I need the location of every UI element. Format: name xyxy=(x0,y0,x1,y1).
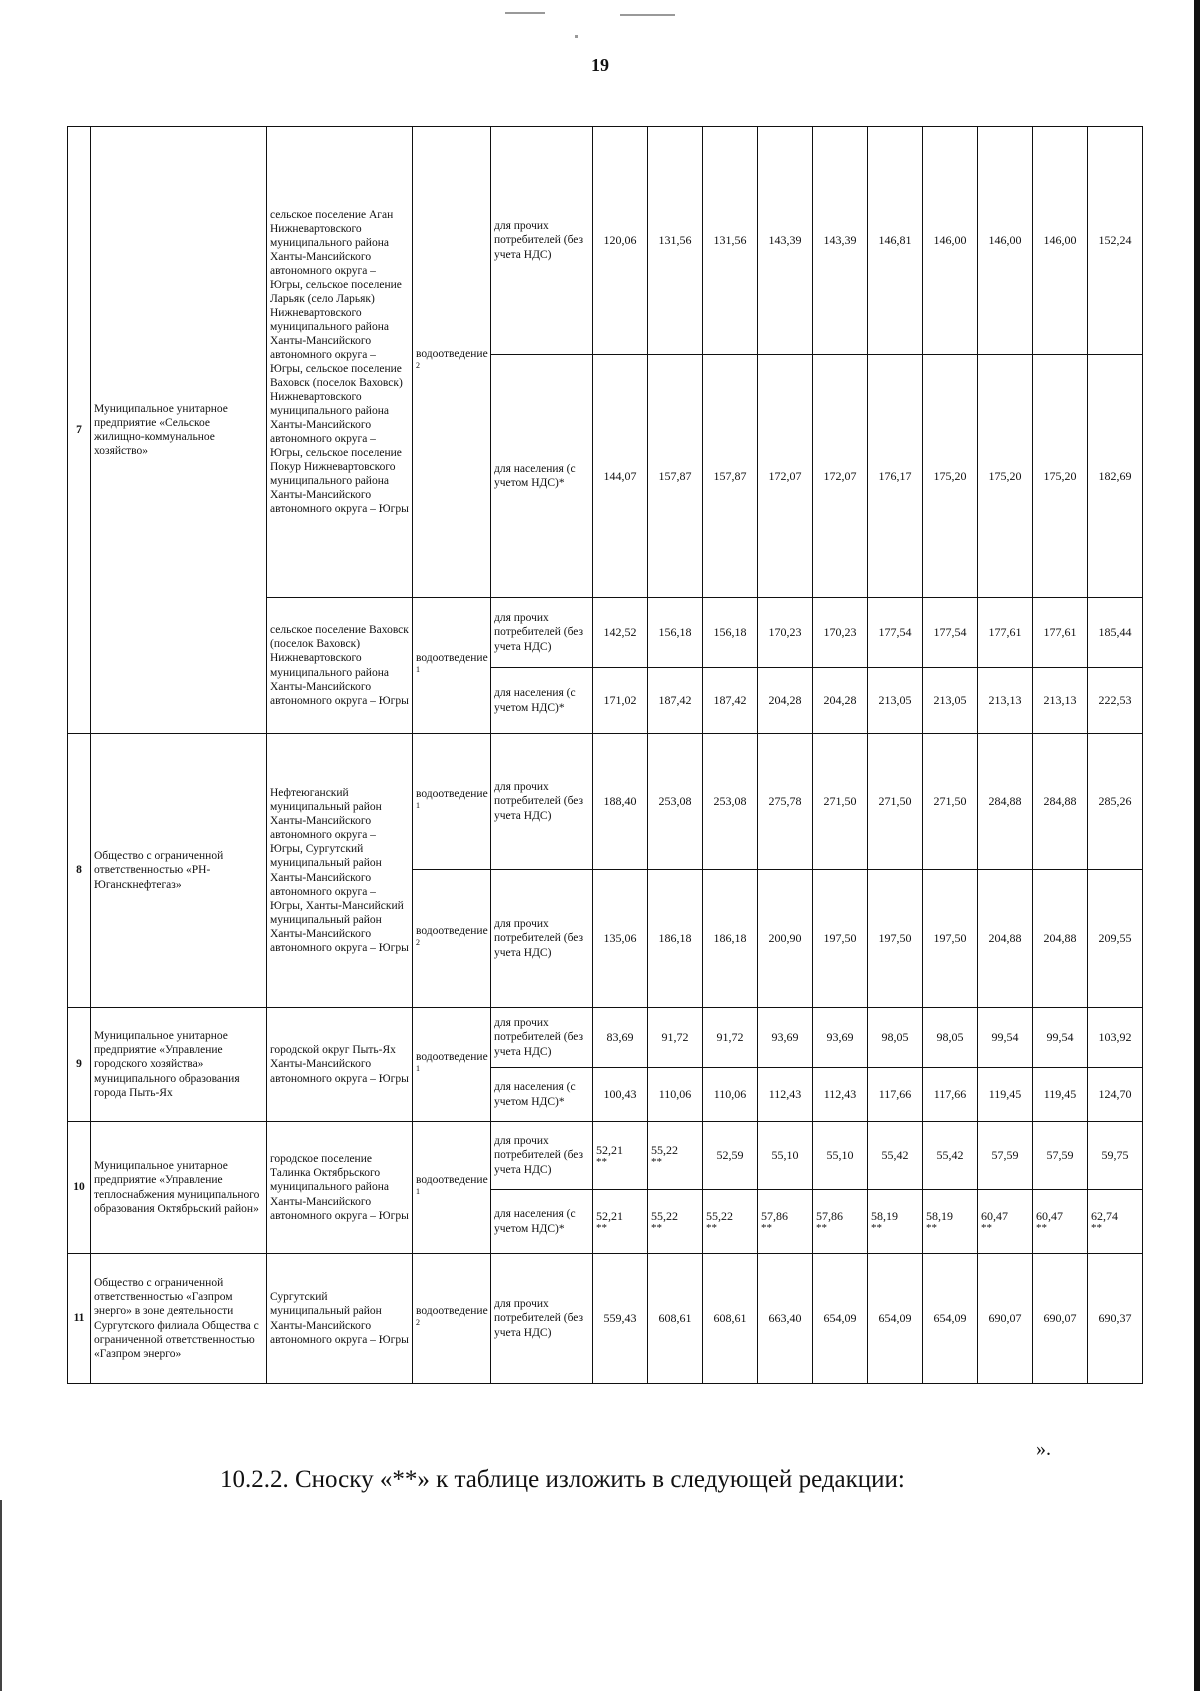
value-text: 170,23 xyxy=(768,625,802,640)
tariff-value xyxy=(813,668,868,734)
value-text: 52,21 xyxy=(596,1209,623,1224)
table-row xyxy=(68,1008,1143,1068)
tariff-value xyxy=(923,870,978,1008)
value-text: 271,50 xyxy=(933,794,967,809)
value-text: 55,42 xyxy=(936,1148,964,1163)
scan-artifact xyxy=(505,12,545,14)
footnote-star: ** xyxy=(651,1155,662,1168)
tariff-value xyxy=(978,1254,1033,1384)
footnote-star: ** xyxy=(926,1221,937,1234)
value-text: 175,20 xyxy=(933,468,967,483)
value-text: 275,78 xyxy=(768,794,802,809)
footnote-marker: 2 xyxy=(416,1317,420,1327)
value-text: 135,06 xyxy=(603,931,637,946)
service-cell xyxy=(413,598,491,734)
value-text: 284,88 xyxy=(1043,794,1077,809)
value-text: 654,09 xyxy=(878,1311,912,1326)
footnote-star: ** xyxy=(1091,1221,1102,1234)
tariff-value xyxy=(1033,355,1088,598)
value-text: 156,18 xyxy=(658,625,692,640)
value-text: 156,18 xyxy=(713,625,747,640)
value-text: 110,06 xyxy=(713,1087,747,1102)
tariff-value xyxy=(593,1190,648,1254)
tariff-value xyxy=(593,598,648,668)
tariff-value xyxy=(648,127,703,355)
tariff-value xyxy=(868,1190,923,1254)
tariff-value xyxy=(758,1254,813,1384)
tariff-value xyxy=(758,1068,813,1122)
value-text: 110,06 xyxy=(658,1087,692,1102)
service-text: водоотведение xyxy=(416,1050,488,1063)
value-text: 204,88 xyxy=(1043,931,1077,946)
value-text: 131,56 xyxy=(658,233,692,248)
tariff-value xyxy=(868,1008,923,1068)
tariff-value xyxy=(593,1008,648,1068)
value-text: 253,08 xyxy=(658,794,692,809)
tariff-value xyxy=(813,127,868,355)
tariff-value xyxy=(758,355,813,598)
tariff-value xyxy=(1033,598,1088,668)
footnote-star: ** xyxy=(596,1221,607,1234)
value-text: 654,09 xyxy=(823,1311,857,1326)
value-text: 99,54 xyxy=(1046,1030,1074,1045)
tariff-value xyxy=(1033,1008,1088,1068)
value-text: 55,22 xyxy=(651,1143,678,1158)
value-text: 146,00 xyxy=(988,233,1022,248)
footnote-star: ** xyxy=(871,1221,882,1234)
service-text: водоотведение xyxy=(416,348,488,361)
value-text: 197,50 xyxy=(933,931,967,946)
value-text: 186,18 xyxy=(713,931,747,946)
tariff-value xyxy=(813,734,868,870)
tariff-value xyxy=(813,355,868,598)
row-number: 10 xyxy=(68,1122,91,1254)
footnote-marker: 1 xyxy=(416,664,420,674)
value-text: 52,59 xyxy=(716,1148,744,1163)
tariff-value xyxy=(978,1008,1033,1068)
row-number: 9 xyxy=(68,1008,91,1122)
organization-name: Общество с ограниченной ответственностью «РН-Юганскнефтегаз» xyxy=(91,734,267,1008)
tariff-value xyxy=(648,1190,703,1254)
tariff-value xyxy=(978,1068,1033,1122)
footnote-star: ** xyxy=(651,1221,662,1234)
value-text: 146,00 xyxy=(1043,233,1077,248)
value-text: 58,19 xyxy=(871,1209,898,1224)
value-text: 170,23 xyxy=(823,625,857,640)
value-text: 117,66 xyxy=(878,1087,912,1102)
value-text: 200,90 xyxy=(768,931,802,946)
value-text: 185,44 xyxy=(1098,625,1132,640)
territory-cell: городской округ Пыть-Ях Ханты-Мансийского автономного округа – Югры xyxy=(267,1008,413,1122)
footnote-marker: 1 xyxy=(416,1186,420,1196)
footnote-marker: 1 xyxy=(416,1063,420,1073)
tariff-value xyxy=(868,127,923,355)
table-row xyxy=(68,1122,1143,1190)
value-text: 99,54 xyxy=(991,1030,1019,1045)
value-text: 119,45 xyxy=(988,1087,1022,1102)
value-text: 285,26 xyxy=(1098,794,1132,809)
service-text: водоотведение xyxy=(416,1304,488,1317)
consumer-type: для прочих потребителей (без учета НДС) xyxy=(491,734,593,870)
value-text: 83,69 xyxy=(606,1030,634,1045)
tariff-value xyxy=(648,734,703,870)
tariff-value xyxy=(868,1122,923,1190)
value-text: 177,61 xyxy=(1043,625,1077,640)
tariff-value xyxy=(868,355,923,598)
tariff-value xyxy=(593,1068,648,1122)
service-cell xyxy=(413,1254,491,1384)
tariff-value xyxy=(1088,127,1143,355)
value-text: 144,07 xyxy=(603,468,637,483)
tariff-value xyxy=(813,1254,868,1384)
value-text: 59,75 xyxy=(1101,1148,1129,1163)
consumer-type: для населения (с учетом НДС)* xyxy=(491,1068,593,1122)
value-text: 112,43 xyxy=(768,1087,802,1102)
value-text: 55,22 xyxy=(706,1209,733,1224)
value-text: 222,53 xyxy=(1098,693,1132,708)
value-text: 253,08 xyxy=(713,794,747,809)
value-text: 182,69 xyxy=(1098,468,1132,483)
value-text: 55,10 xyxy=(771,1148,799,1163)
value-text: 60,47 xyxy=(981,1209,1008,1224)
tariff-value xyxy=(593,734,648,870)
row-number: 7 xyxy=(68,127,91,734)
value-text: 131,56 xyxy=(713,233,747,248)
consumer-type: для прочих потребителей (без учета НДС) xyxy=(491,598,593,668)
table-row xyxy=(68,1254,1143,1384)
value-text: 143,39 xyxy=(823,233,857,248)
tariff-value xyxy=(1088,734,1143,870)
tariff-value xyxy=(1088,870,1143,1008)
territory-cell: сельское поселение Ваховск (поселок Ваховск) Нижневартовского муниципального района Ханты-Мансийского автономного округа – Югры xyxy=(267,598,413,734)
value-text: 663,40 xyxy=(768,1311,802,1326)
value-text: 186,18 xyxy=(658,931,692,946)
value-text: 57,59 xyxy=(991,1148,1019,1163)
scan-artifact xyxy=(575,35,578,38)
territory-cell: Нефтеюганский муниципальный район Ханты-Мансийского автономного округа – Югры, Сургутский муниципальный район Ханты-Мансийского автономного округа – Югры, Ханты-Мансийский муниципальный район Ханты-Мансийского автономного округа – Югры xyxy=(267,734,413,1008)
consumer-type: для прочих потребителей (без учета НДС) xyxy=(491,1254,593,1384)
value-text: 172,07 xyxy=(768,468,802,483)
value-text: 100,43 xyxy=(603,1087,637,1102)
value-text: 197,50 xyxy=(823,931,857,946)
tariff-value xyxy=(813,598,868,668)
row-number: 8 xyxy=(68,734,91,1008)
tariff-value xyxy=(648,1254,703,1384)
value-text: 55,22 xyxy=(651,1209,678,1224)
tariff-value xyxy=(978,1190,1033,1254)
value-text: 124,70 xyxy=(1098,1087,1132,1102)
service-cell xyxy=(413,1008,491,1122)
tariff-value xyxy=(648,870,703,1008)
tariff-value xyxy=(703,1008,758,1068)
organization-name: Муниципальное унитарное предприятие «Сельское жилищно-коммунальное хозяйство» xyxy=(91,127,267,734)
tariff-table xyxy=(67,126,1143,1384)
service-text: водоотведение xyxy=(416,924,488,937)
tariff-value xyxy=(1033,1068,1088,1122)
tariff-value xyxy=(648,355,703,598)
tariff-value xyxy=(813,1008,868,1068)
tariff-value xyxy=(758,870,813,1008)
tariff-value xyxy=(593,870,648,1008)
tariff-value xyxy=(703,1122,758,1190)
scan-artifact xyxy=(620,14,675,16)
value-text: 188,40 xyxy=(603,794,637,809)
value-text: 608,61 xyxy=(658,1311,692,1326)
tariff-value xyxy=(923,598,978,668)
value-text: 690,07 xyxy=(988,1311,1022,1326)
tariff-value xyxy=(978,355,1033,598)
footnote-heading: 10.2.2. Сноску «**» к таблице изложить в следующей редакции: xyxy=(220,1466,905,1493)
footnote-star: ** xyxy=(761,1221,772,1234)
footnote-star: ** xyxy=(816,1221,827,1234)
consumer-type: для населения (с учетом НДС)* xyxy=(491,1190,593,1254)
value-text: 117,66 xyxy=(933,1087,967,1102)
tariff-value xyxy=(1033,734,1088,870)
value-text: 57,86 xyxy=(816,1209,843,1224)
tariff-value xyxy=(703,1068,758,1122)
tariff-value xyxy=(758,598,813,668)
footnote-star: ** xyxy=(981,1221,992,1234)
value-text: 204,88 xyxy=(988,931,1022,946)
footnote-marker: 1 xyxy=(416,800,420,810)
organization-name: Муниципальное унитарное предприятие «Управление теплоснабжения муниципального образования Октябрьский район» xyxy=(91,1122,267,1254)
tariff-value xyxy=(923,668,978,734)
footnote-star: ** xyxy=(596,1155,607,1168)
value-text: 177,54 xyxy=(933,625,967,640)
consumer-type: для прочих потребителей (без учета НДС) xyxy=(491,127,593,355)
tariff-value xyxy=(868,598,923,668)
tariff-value xyxy=(593,1122,648,1190)
value-text: 52,21 xyxy=(596,1143,623,1158)
value-text: 146,00 xyxy=(933,233,967,248)
value-text: 209,55 xyxy=(1098,931,1132,946)
service-text: водоотведение xyxy=(416,1173,488,1186)
value-text: 197,50 xyxy=(878,931,912,946)
tariff-value xyxy=(593,127,648,355)
consumer-type: для прочих потребителей (без учета НДС) xyxy=(491,1008,593,1068)
value-text: 213,05 xyxy=(878,693,912,708)
tariff-value xyxy=(1088,355,1143,598)
tariff-value xyxy=(1033,1254,1088,1384)
tariff-value xyxy=(923,734,978,870)
tariff-value xyxy=(978,668,1033,734)
value-text: 62,74 xyxy=(1091,1209,1118,1224)
value-text: 142,52 xyxy=(603,625,637,640)
value-text: 157,87 xyxy=(713,468,747,483)
tariff-value xyxy=(1033,668,1088,734)
tariff-value xyxy=(703,127,758,355)
value-text: 91,72 xyxy=(661,1030,689,1045)
value-text: 143,39 xyxy=(768,233,802,248)
value-text: 559,43 xyxy=(603,1311,637,1326)
tariff-value xyxy=(648,1122,703,1190)
tariff-value xyxy=(813,1190,868,1254)
territory-cell: сельское поселение Аган Нижневартовского муниципального района Ханты-Мансийского автономного округа – Югры, сельское поселение Ларьяк (село Ларьяк) Нижневартовского муниципального района Ханты-Мансийского автономного округа – Югры, сельское поселение Ваховск (поселок Ваховск) Нижневартовского муниципального района Ханты-Мансийского автономного округа – Югры, сельское поселение Покур Нижневартовского муниципального района Ханты-Мансийского автономного округа – Югры xyxy=(267,127,413,598)
tariff-value xyxy=(593,355,648,598)
footnote-star: ** xyxy=(706,1221,717,1234)
tariff-value xyxy=(648,598,703,668)
tariff-value xyxy=(923,1068,978,1122)
tariff-value xyxy=(758,1122,813,1190)
scan-edge xyxy=(0,1500,2,1691)
value-text: 177,54 xyxy=(878,625,912,640)
footnote-star: ** xyxy=(1036,1221,1047,1234)
consumer-type: для прочих потребителей (без учета НДС) xyxy=(491,870,593,1008)
table-row xyxy=(68,734,1143,870)
tariff-value xyxy=(813,870,868,1008)
value-text: 152,24 xyxy=(1098,233,1132,248)
tariff-value xyxy=(648,1008,703,1068)
territory-cell: Сургутский муниципальный район Ханты-Мансийского автономного округа – Югры xyxy=(267,1254,413,1384)
value-text: 120,06 xyxy=(603,233,637,248)
organization-name: Общество с ограниченной ответственностью «Газпром энерго» в зоне деятельности Сургутского филиала Общества с ограниченной ответственностью «Газпром энерго» xyxy=(91,1254,267,1384)
value-text: 187,42 xyxy=(658,693,692,708)
tariff-value xyxy=(703,598,758,668)
tariff-value xyxy=(978,734,1033,870)
tariff-value xyxy=(923,355,978,598)
tariff-value xyxy=(923,127,978,355)
value-text: 175,20 xyxy=(1043,468,1077,483)
tariff-value xyxy=(923,1008,978,1068)
organization-name: Муниципальное унитарное предприятие «Управление городского хозяйства» муниципального образования города Пыть-Ях xyxy=(91,1008,267,1122)
value-text: 175,20 xyxy=(988,468,1022,483)
value-text: 204,28 xyxy=(768,693,802,708)
value-text: 187,42 xyxy=(713,693,747,708)
tariff-value xyxy=(1088,1008,1143,1068)
value-text: 55,10 xyxy=(826,1148,854,1163)
tariff-value xyxy=(813,1122,868,1190)
consumer-type: для населения (с учетом НДС)* xyxy=(491,668,593,734)
value-text: 213,13 xyxy=(1043,693,1077,708)
tariff-value xyxy=(1088,1254,1143,1384)
value-text: 284,88 xyxy=(988,794,1022,809)
value-text: 58,19 xyxy=(926,1209,953,1224)
tariff-value xyxy=(978,598,1033,668)
territory-cell: городское поселение Талинка Октябрьского муниципального района Ханты-Мансийского автономного округа – Югры xyxy=(267,1122,413,1254)
tariff-value xyxy=(1033,127,1088,355)
value-text: 112,43 xyxy=(823,1087,857,1102)
value-text: 176,17 xyxy=(878,468,912,483)
tariff-value xyxy=(703,355,758,598)
tariff-value xyxy=(703,734,758,870)
value-text: 93,69 xyxy=(771,1030,799,1045)
tariff-value xyxy=(758,127,813,355)
value-text: 213,13 xyxy=(988,693,1022,708)
value-text: 103,92 xyxy=(1098,1030,1132,1045)
tariff-value xyxy=(593,1254,648,1384)
tariff-value xyxy=(868,870,923,1008)
value-text: 654,09 xyxy=(933,1311,967,1326)
tariff-value xyxy=(978,870,1033,1008)
service-cell xyxy=(413,870,491,1008)
tariff-value xyxy=(868,734,923,870)
footnote-marker: 2 xyxy=(416,937,420,947)
value-text: 146,81 xyxy=(878,233,912,248)
tariff-value xyxy=(1033,870,1088,1008)
consumer-type: для прочих потребителей (без учета НДС) xyxy=(491,1122,593,1190)
value-text: 171,02 xyxy=(603,693,637,708)
tariff-value xyxy=(703,1254,758,1384)
service-text: водоотведение xyxy=(416,651,488,664)
table-row xyxy=(68,127,1143,355)
value-text: 690,07 xyxy=(1043,1311,1077,1326)
value-text: 55,42 xyxy=(881,1148,909,1163)
tariff-value xyxy=(648,668,703,734)
tariff-value xyxy=(758,1190,813,1254)
tariff-value xyxy=(978,1122,1033,1190)
tariff-value xyxy=(1033,1122,1088,1190)
value-text: 60,47 xyxy=(1036,1209,1063,1224)
service-text: водоотведение xyxy=(416,787,488,800)
tariff-value xyxy=(1088,598,1143,668)
tariff-value xyxy=(868,668,923,734)
value-text: 608,61 xyxy=(713,1311,747,1326)
consumer-type: для населения (с учетом НДС)* xyxy=(491,355,593,598)
tariff-value xyxy=(868,1068,923,1122)
tariff-value xyxy=(923,1254,978,1384)
tariff-value xyxy=(648,1068,703,1122)
scan-edge xyxy=(1194,0,1200,1691)
tariff-value xyxy=(1033,1190,1088,1254)
value-text: 213,05 xyxy=(933,693,967,708)
value-text: 172,07 xyxy=(823,468,857,483)
closing-quote: ». xyxy=(1036,1438,1051,1460)
value-text: 119,45 xyxy=(1043,1087,1077,1102)
row-number: 11 xyxy=(68,1254,91,1384)
value-text: 98,05 xyxy=(881,1030,909,1045)
tariff-value xyxy=(1088,668,1143,734)
tariff-value xyxy=(758,1008,813,1068)
service-cell xyxy=(413,734,491,870)
service-cell xyxy=(413,127,491,598)
tariff-value xyxy=(703,1190,758,1254)
footnote-marker: 2 xyxy=(416,361,420,371)
service-cell xyxy=(413,1122,491,1254)
page-number: 19 xyxy=(591,55,609,75)
tariff-value xyxy=(1088,1122,1143,1190)
tariff-value xyxy=(813,1068,868,1122)
value-text: 271,50 xyxy=(878,794,912,809)
tariff-value xyxy=(923,1122,978,1190)
tariff-value xyxy=(1088,1068,1143,1122)
tariff-value xyxy=(758,734,813,870)
value-text: 690,37 xyxy=(1098,1311,1132,1326)
tariff-value xyxy=(703,668,758,734)
value-text: 57,86 xyxy=(761,1209,788,1224)
value-text: 93,69 xyxy=(826,1030,854,1045)
value-text: 98,05 xyxy=(936,1030,964,1045)
value-text: 157,87 xyxy=(658,468,692,483)
tariff-value xyxy=(1088,1190,1143,1254)
tariff-value xyxy=(703,870,758,1008)
value-text: 271,50 xyxy=(823,794,857,809)
tariff-value xyxy=(923,1190,978,1254)
value-text: 91,72 xyxy=(716,1030,744,1045)
value-text: 204,28 xyxy=(823,693,857,708)
value-text: 57,59 xyxy=(1046,1148,1074,1163)
tariff-value xyxy=(978,127,1033,355)
tariff-value xyxy=(868,1254,923,1384)
value-text: 177,61 xyxy=(988,625,1022,640)
tariff-value xyxy=(593,668,648,734)
tariff-value xyxy=(758,668,813,734)
